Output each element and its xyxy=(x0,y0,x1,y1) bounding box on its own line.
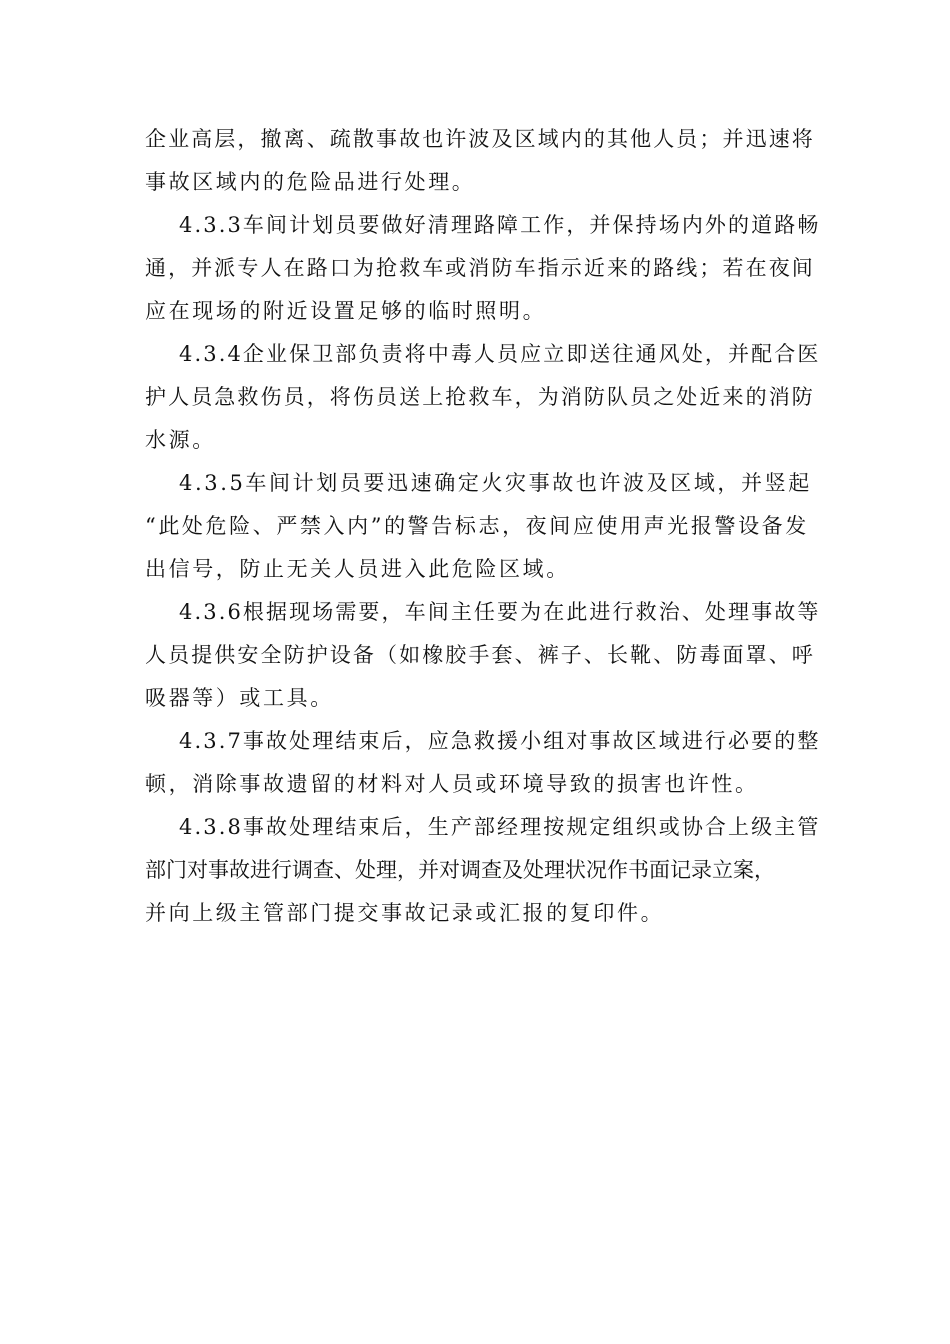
text-line: 企业高层，撤离、疏散事故也许波及区域内的其他人员；并迅速将 xyxy=(145,127,815,151)
text-line: 通，并派专人在路口为抢救车或消防车指示近来的路线；若在夜间 xyxy=(145,256,815,280)
paragraph-4-3-4-line: 4.3.4企业保卫部负责将中毒人员应立即送往通风处，并配合医 xyxy=(179,342,821,366)
body-text xyxy=(145,118,820,935)
text-line: 顿，消除事故遗留的材料对人员或环境导致的损害也许性。 xyxy=(145,772,759,796)
text-line: 吸器等）或工具。 xyxy=(145,686,334,710)
text-line: 人员提供安全防护设备（如橡胶手套、裤子、长靴、防毒面罩、呼 xyxy=(145,643,815,667)
paragraph-4-3-8-line: 4.3.8事故处理结束后，生产部经理按规定组织或协合上级主管 xyxy=(179,815,821,839)
text-line: 出信号，防止无关人员进入此危险区域。 xyxy=(145,557,570,581)
text-line: “此处危险、严禁入内”的警告标志，夜间应使用声光报警设备发 xyxy=(145,514,809,538)
text-line: 事故区域内的危险品进行处理。 xyxy=(145,170,476,194)
paragraph-4-3-6-line: 4.3.6根据现场需要，车间主任要为在此进行救治、处理事故等 xyxy=(179,600,821,624)
text-line: 应在现场的附近设置足够的临时照明。 xyxy=(145,299,547,323)
text-line: 并向上级主管部门提交事故记录或汇报的复印件。 xyxy=(145,901,665,925)
text-line: 水源。 xyxy=(145,428,216,452)
text-line: 部门对事故进行调查、处理，并对调查及处理状况作书面记录立案， xyxy=(145,858,775,882)
paragraph-4-3-3-line: 4.3.3车间计划员要做好清理路障工作，并保持场内外的道路畅 xyxy=(179,213,821,237)
text-line: 护人员急救伤员，将伤员送上抢救车，为消防队员之处近来的消防 xyxy=(145,385,815,409)
paragraph-4-3-7-line: 4.3.7事故处理结束后，应急救援小组对事故区域进行必要的整 xyxy=(179,729,821,753)
paragraph-4-3-5-line: 4.3.5车间计划员要迅速确定火灾事故也许波及区域，并竖起 xyxy=(179,471,812,495)
